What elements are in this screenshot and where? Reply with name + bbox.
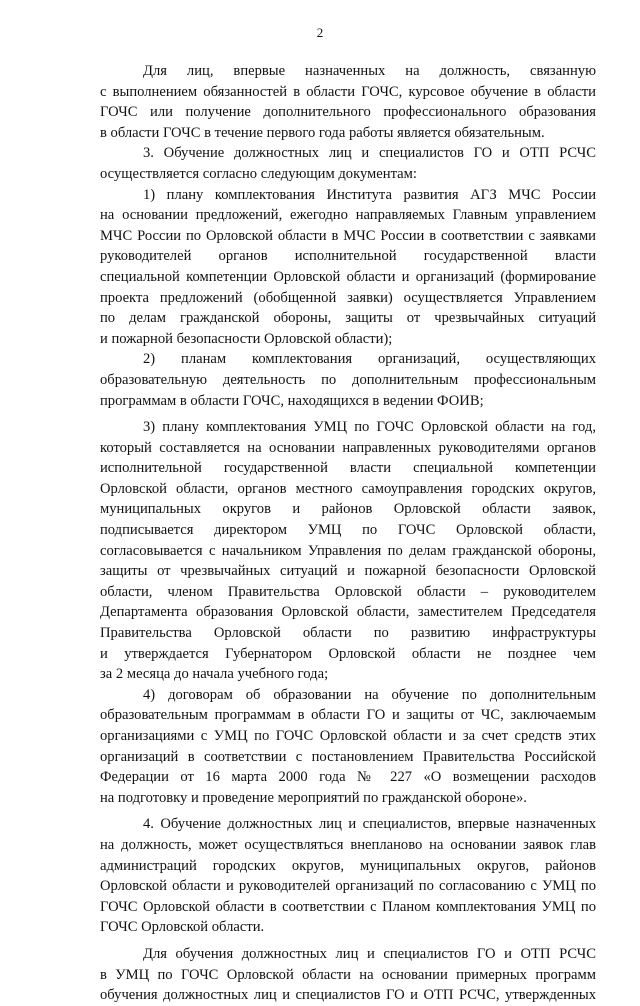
text-line: который составляется на основании направленных руководителями органов bbox=[100, 439, 596, 456]
text-line: Для обучения должностных лиц и специалистов ГО и ОТП РСЧС bbox=[143, 945, 596, 962]
text-line: 2) планам комплектования организаций, осуществляющих bbox=[143, 351, 596, 368]
text-line: за 2 месяца до начала учебного года; bbox=[100, 666, 329, 683]
text-line: МЧС России по Орловской области в МЧС России в соответствии с заявками bbox=[100, 227, 596, 244]
text-line: ГОЧС Орловской области. bbox=[100, 919, 265, 936]
text-line: исполнительной государственной власти специальной компетенции bbox=[100, 460, 596, 477]
text-line: осуществляется согласно следующим документам: bbox=[100, 165, 417, 182]
text-line: согласовывается с начальником Управления по делам гражданской обороны, bbox=[100, 542, 596, 559]
text-line: специальной компетенции Орловской области и организаций (формирование bbox=[100, 268, 596, 285]
text-line: 4) договорам об образовании на обучение по дополнительным bbox=[143, 686, 596, 703]
text-line: на основании предложений, ежегодно направляемых Главным управлением bbox=[100, 207, 596, 224]
text-line: Орловской области, органов местного самоуправления городских округов, bbox=[100, 480, 596, 497]
text-line: и утверждается Губернатором Орловской области не позднее чем bbox=[100, 645, 596, 662]
document-body bbox=[100, 61, 596, 1006]
text-line: 4. Обучение должностных лиц и специалистов, впервые назначенных bbox=[143, 816, 596, 833]
paragraph bbox=[100, 417, 596, 685]
text-line: по делам гражданской обороны, защиты от чрезвычайных ситуаций bbox=[100, 310, 596, 327]
text-line: Департамента образования Орловской области, заместителем Председателя bbox=[100, 604, 596, 621]
text-line: Орловской области и руководителей организаций по согласованию с УМЦ по bbox=[100, 878, 596, 895]
text-line: в области ГОЧС в течение первого года работы является обязательным. bbox=[100, 124, 545, 141]
text-line: 1) плану комплектования Института развития АГЗ МЧС России bbox=[143, 186, 596, 203]
text-line: 3) плану комплектования УМЦ по ГОЧС Орловской области на год, bbox=[143, 419, 596, 436]
text-line: ГОЧС Орловской области в соответствии с Планом комплектования УМЦ по bbox=[100, 898, 596, 915]
text-line: организациями с УМЦ по ГОЧС Орловской области и за счет средств этих bbox=[100, 728, 596, 744]
paragraph bbox=[100, 814, 596, 938]
text-line: образовательную деятельность по дополнительным профессиональным bbox=[100, 371, 596, 388]
text-line: подписывается директором УМЦ по ГОЧС Орловской области, bbox=[100, 522, 596, 539]
text-line: администраций городских округов, муниципальных округов, районов bbox=[100, 857, 596, 874]
paragraph bbox=[100, 185, 596, 350]
text-line: Для лиц, впервые назначенных на должность, связанную bbox=[143, 63, 596, 79]
text-line: на должность, может осуществляться внепланово на основании заявок глав bbox=[100, 836, 596, 853]
text-line: обучения должностных лиц и специалистов ГО и ОТП РСЧС, утвержденных bbox=[100, 987, 596, 1004]
text-line: руководителей органов исполнительной государственной власти bbox=[100, 248, 596, 265]
text-line: проекта предложений (обобщенной заявки) осуществляется Управлением bbox=[100, 289, 596, 306]
paragraph bbox=[100, 349, 596, 411]
paragraph bbox=[100, 685, 596, 809]
text-line: и пожарной безопасности Орловской области); bbox=[100, 330, 393, 347]
text-line: 3. Обучение должностных лиц и специалистов ГО и ОТП РСЧС bbox=[143, 145, 596, 162]
text-line: организаций в соответствии с постановлением Правительства Российской bbox=[100, 748, 596, 765]
text-line: Федерации от 16 марта 2000 года № 227 «О возмещении расходов bbox=[100, 769, 596, 786]
text-line: области, членом Правительства Орловской области – руководителем bbox=[100, 583, 596, 600]
text-line: ГОЧС или получение дополнительного профессионального образования bbox=[100, 104, 596, 121]
text-line: Правительства Орловской области по развитию инфраструктуры bbox=[100, 625, 596, 642]
text-line: в УМЦ по ГОЧС Орловской области на основании примерных программ bbox=[100, 966, 596, 983]
page-number: 2 bbox=[316, 25, 324, 40]
paragraph bbox=[100, 944, 596, 1006]
text-line: на подготовку и проведение мероприятий по гражданской обороне». bbox=[100, 789, 527, 806]
paragraph bbox=[100, 143, 596, 184]
text-line: муниципальных округов и районов Орловской области заявок, bbox=[100, 501, 596, 518]
text-line: защиты от чрезвычайных ситуаций и пожарной безопасности Орловской bbox=[100, 563, 596, 580]
text-line: программам в области ГОЧС, находящихся в ведении ФОИВ; bbox=[100, 392, 484, 409]
text-line: с выполнением обязанностей в области ГОЧС, курсовое обучение в области bbox=[100, 83, 596, 100]
text-line: образовательным программам в области ГО и защиты от ЧС, заключаемым bbox=[100, 707, 596, 724]
paragraph bbox=[100, 61, 596, 143]
